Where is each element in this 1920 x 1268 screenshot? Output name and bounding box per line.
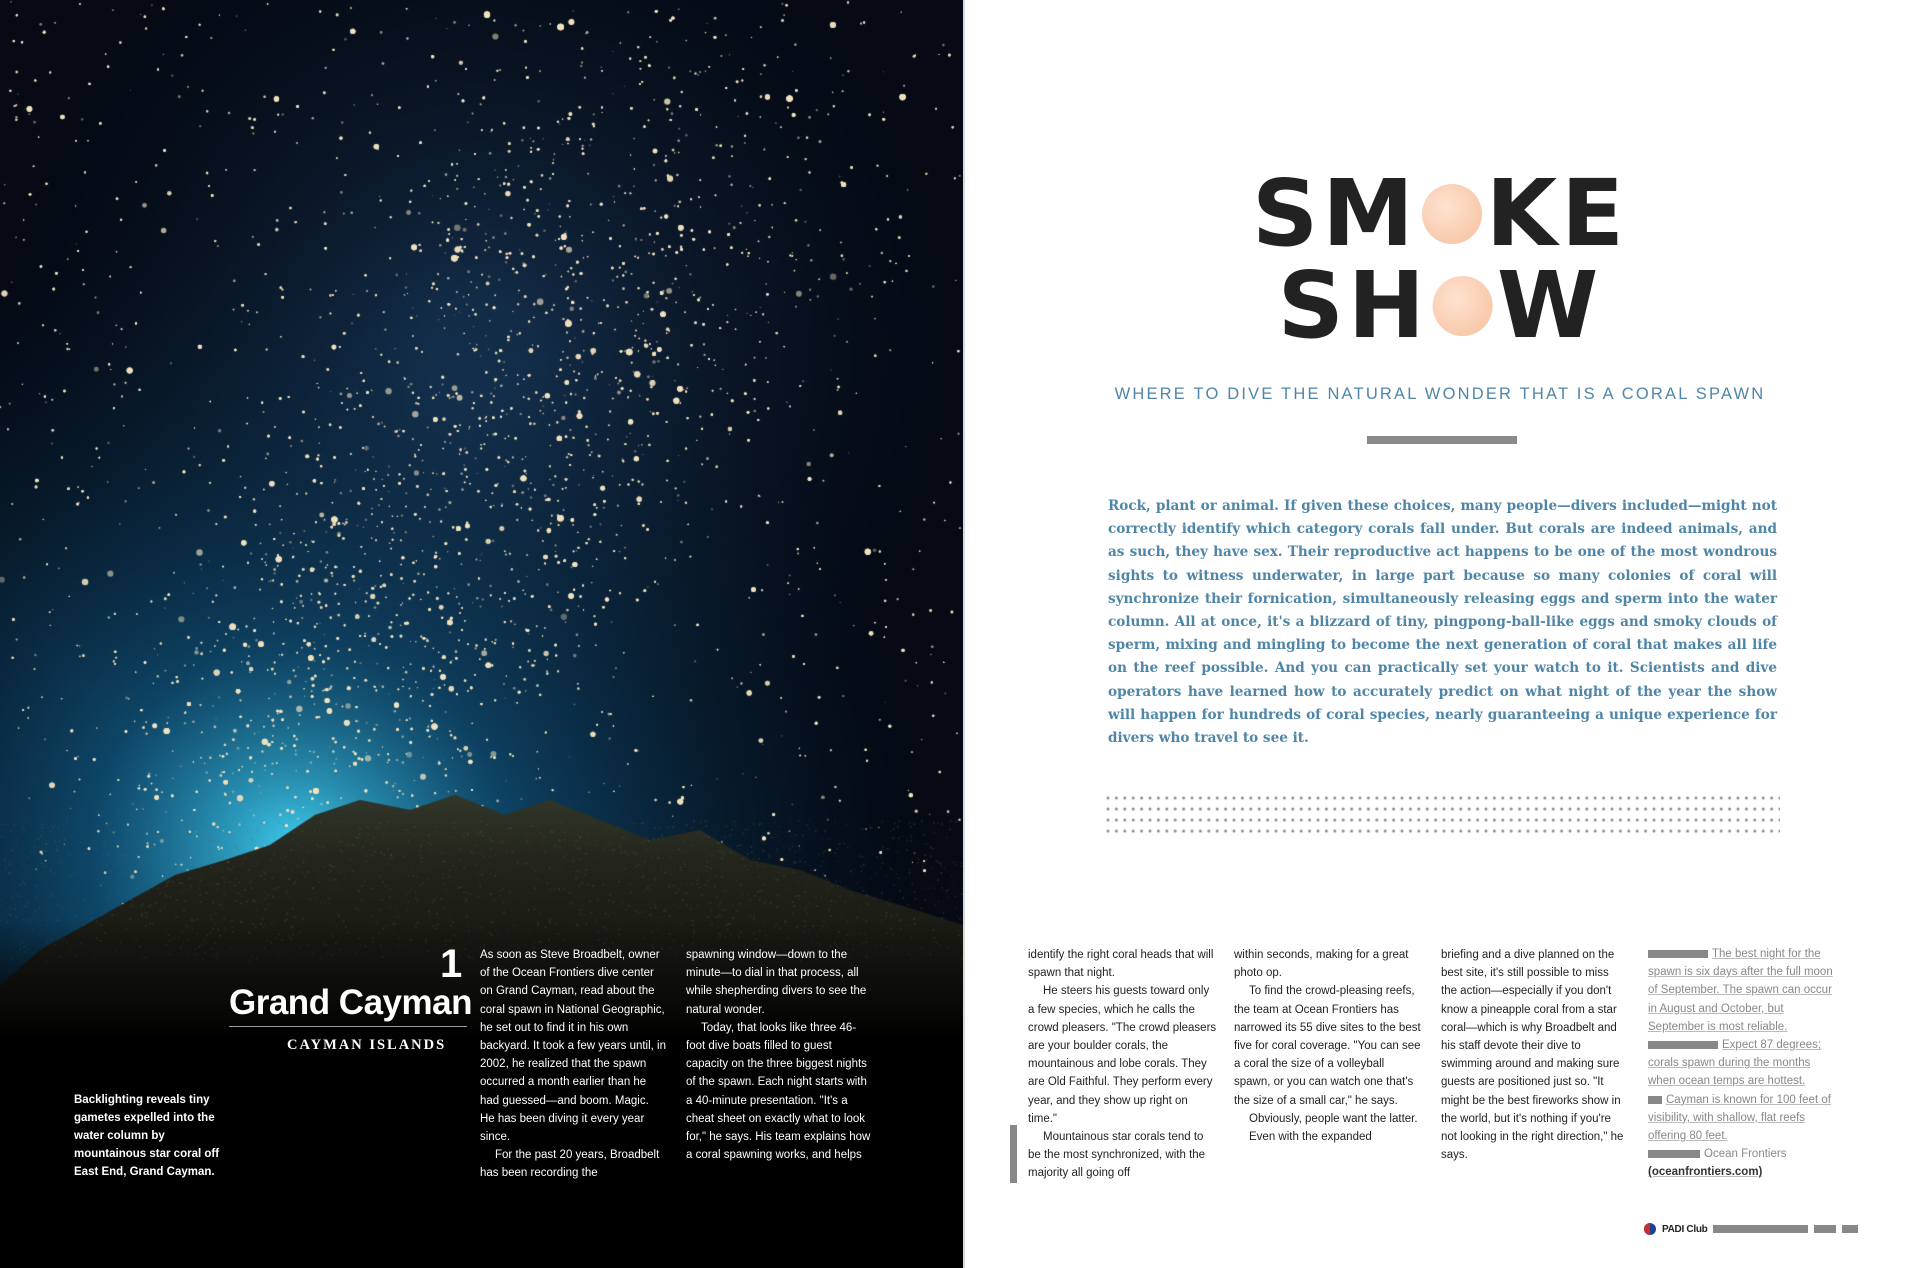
photo-caption: Backlighting reveals tiny gametes expelled into the water column by mountainous star coral off East End, Grand Cayman.	[74, 1094, 220, 1178]
paragraph: spawning window—down to the minute—to dial in that process, all while shepherding divers to see the natural wonder.	[686, 949, 867, 1016]
info-sidebar	[1648, 945, 1836, 1182]
title-line-1	[1252, 160, 1628, 267]
redacted-label	[1648, 1150, 1700, 1158]
sidebar-when: The best night for the spawn is six days after the full moon of September. The spawn can occur in August and October, but September is most reliable.	[1648, 948, 1833, 1033]
body-column-3	[1028, 946, 1218, 1183]
paragraph: Mountainous star corals tend to be the most synchronized, with the majority all going off	[1028, 1131, 1206, 1180]
body-column-1	[480, 946, 666, 1183]
page-gutter	[963, 0, 965, 1268]
padi-logo-icon	[1644, 1223, 1656, 1235]
sidebar-temp: Expect 87 degrees; corals spawn during the months when ocean temps are hottest.	[1648, 1039, 1822, 1088]
subtitle: WHERE TO DIVE THE NATURAL WONDER THAT IS A CORAL SPAWN	[1114, 385, 1766, 403]
title-text: SM	[1252, 160, 1418, 267]
paragraph: Today, that looks like three 46-foot dive boats filled to guest capacity on the three biggest nights of the spawn. Each night starts with a 40-minute presentation. "It's a cheat sheet on exactly what to look for," he says. His team explains how a coral spawning works, and helps	[686, 1021, 871, 1162]
coral-egg-dot	[1433, 276, 1493, 336]
redacted-label	[1648, 1096, 1662, 1104]
operator-link[interactable]: (oceanfrontiers.com)	[1648, 1166, 1763, 1179]
location-number: 1	[440, 942, 463, 986]
footer-brand: PADI Club	[1662, 1223, 1708, 1235]
title-line-2	[1277, 252, 1603, 359]
dotted-divider	[1105, 794, 1780, 834]
paragraph: Even with the expanded	[1249, 1131, 1372, 1144]
paragraph: He steers his guests toward only a few species, which he calls the crowd pleasers. "The crowd pleasers are your boulder corals, the mountainous and lobe corals. They are Old Faithful. They perform every year, and they show up right on time."	[1028, 985, 1217, 1125]
paragraph: briefing and a dive planned on the best site, it's still possible to miss the action—especially if you don't know a pineapple coral from a star coral—which is why Broadbelt and his staff devote their dive to swimming around and making sure guests are positioned just so. "It might be the best fireworks show in the world, but it's nothing if you're not looking in the right direction," he says.	[1441, 949, 1624, 1162]
paragraph: To find the crowd-pleasing reefs, the team at Ocean Frontiers has narrowed its 55 dive sites to the best five for coral coverage. "You can see a coral the size of a volleyball spawn, or you can watch one that's the size of a small car," he says.	[1234, 985, 1421, 1107]
redacted-label	[1648, 950, 1708, 958]
location-title: Grand Cayman	[229, 983, 472, 1022]
sidebar-operator: Ocean Frontiers (oceanfrontiers.com)	[1648, 1148, 1787, 1179]
title-text: KE	[1485, 160, 1628, 267]
paragraph: As soon as Steve Broadbelt, owner of the Ocean Frontiers dive center on Grand Cayman, read about the coral spawn in National Geographic, he set out to find it in his own backyard. It took a few years until, in 2002, he realized that the spawn occurred a month earlier than he had guessed—and boom. Magic. He has been diving it every year since.	[480, 949, 667, 1144]
body-column-2	[686, 946, 872, 1164]
footer-redacted	[1814, 1225, 1836, 1233]
page-footer	[1644, 1223, 1858, 1235]
footer-redacted	[1842, 1225, 1858, 1233]
title-text: SH	[1277, 252, 1429, 359]
footer-redacted	[1713, 1225, 1808, 1233]
intro-paragraph: Rock, plant or animal. If given these choices, many people—divers included—might not correctly identify which category corals fall under. But corals are indeed animals, and as such, they have sex. Their reproductive act happens to be one of the most wondrous sights to witness underwater, in large part because so many colonies of coral will synchronize their fornication, simultaneously releasing eggs and sperm into the water column. All at once, it's a blizzard of tiny, pingpong-ball-like eggs and smoky clouds of sperm, mixing and mingling to become the next generation of coral that makes all life on the reef possible. And you can practically set your watch to it. Scientists and dive operators have learned how to accurately predict on what night of the year the show will happen for hundreds of coral species, nearly guaranteeing a unique experience for divers who travel to see it.	[1108, 498, 1777, 747]
location-country: CAYMAN ISLANDS	[287, 1037, 447, 1053]
body-column-4	[1234, 946, 1422, 1146]
title-rule	[1367, 436, 1517, 444]
paragraph: Obviously, people want the latter.	[1249, 1112, 1418, 1125]
redacted-label	[1648, 1041, 1718, 1049]
coral-egg-dot	[1422, 184, 1482, 244]
pull-quote-bar	[1010, 1125, 1017, 1183]
paragraph: within seconds, making for a great photo op.	[1234, 949, 1409, 980]
title-text: W	[1496, 252, 1603, 359]
sidebar-visibility: Cayman is known for 100 feet of visibility, with shallow, flat reefs offering 80 feet.	[1648, 1093, 1831, 1143]
paragraph: identify the right coral heads that will spawn that night.	[1028, 949, 1214, 980]
body-column-5	[1441, 946, 1627, 1164]
paragraph: For the past 20 years, Broadbelt has been recording the	[480, 1149, 660, 1180]
location-rule	[229, 1026, 467, 1027]
